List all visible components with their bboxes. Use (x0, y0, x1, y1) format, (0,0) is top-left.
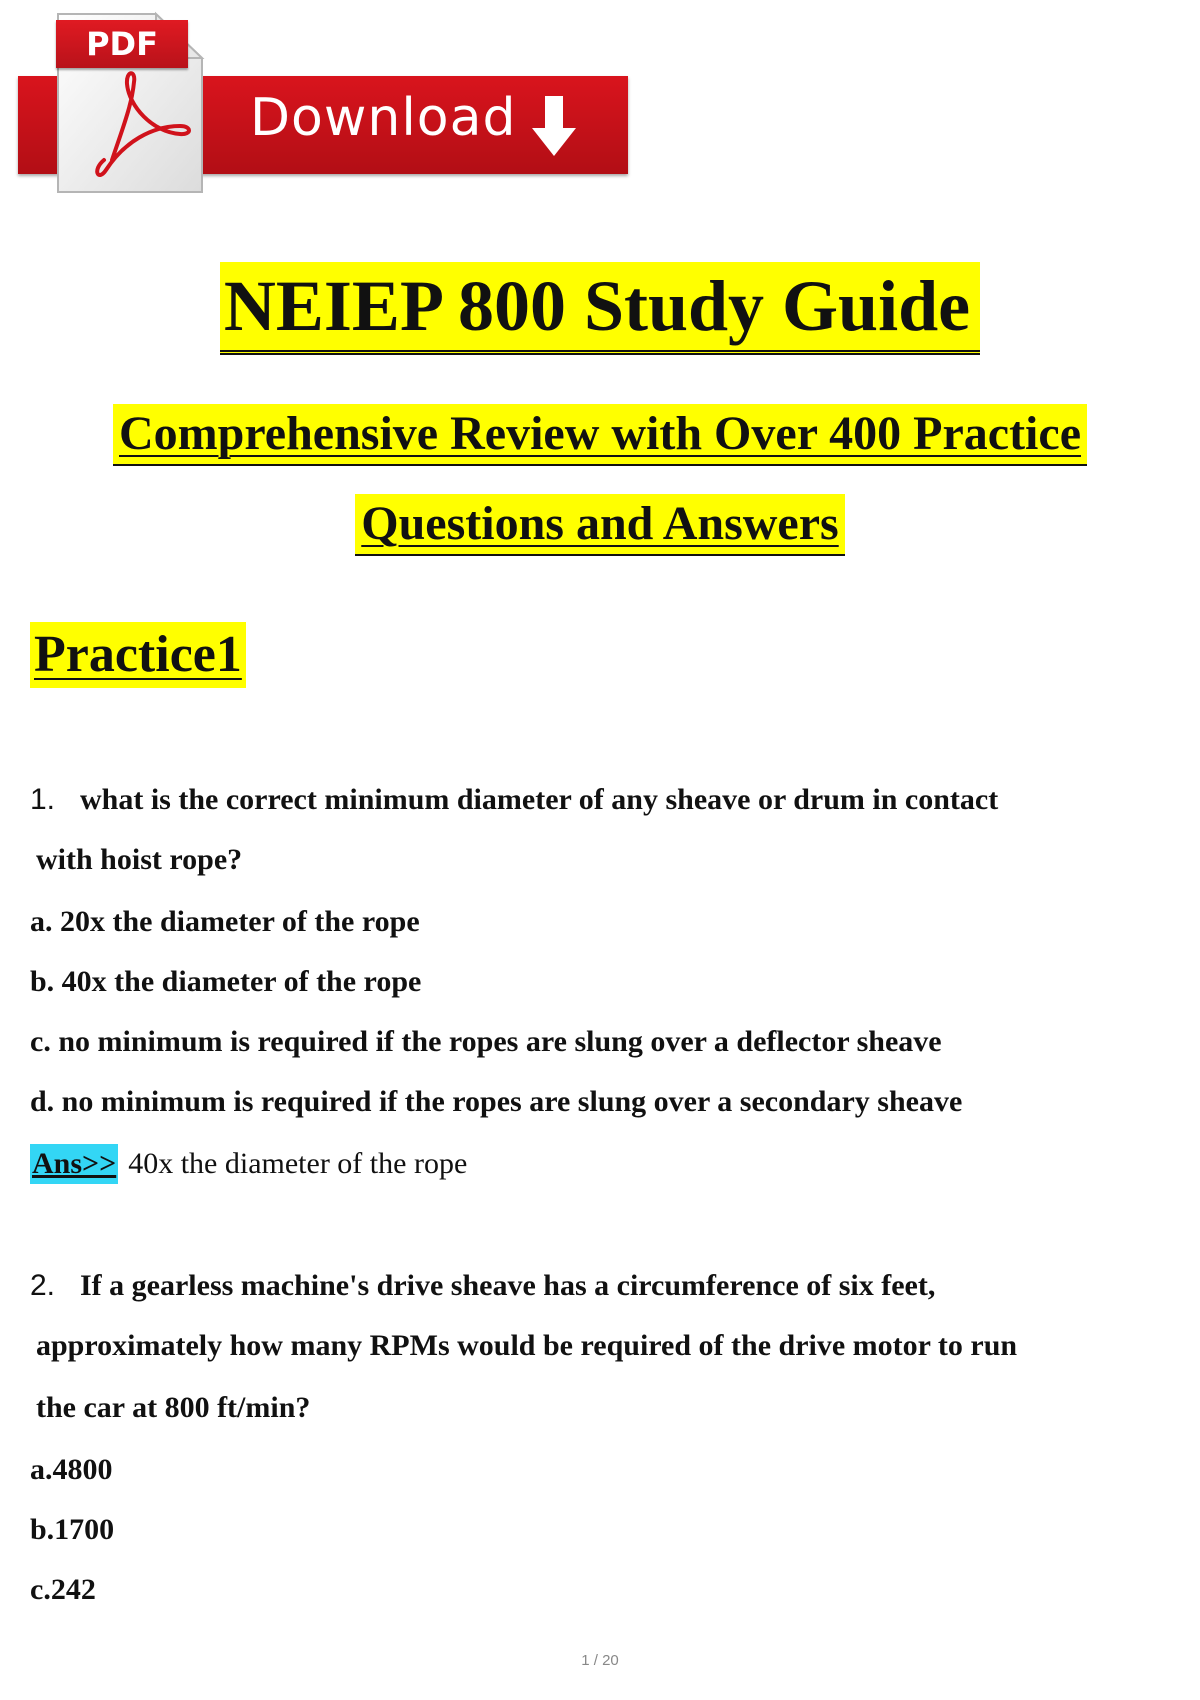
question-1-option-c: c. no minimum is required if the ropes are slung over a deflector sheave (30, 1025, 942, 1058)
question-2-line-3: the car at 800 ft/min? (36, 1391, 311, 1424)
page-title (0, 262, 1200, 355)
section-heading (30, 622, 246, 688)
pdf-document-icon (52, 10, 212, 196)
subtitle-text-1: Comprehensive Review with Over 400 Practice (113, 404, 1087, 466)
answer-text: 40x the diameter of the rope (128, 1147, 468, 1180)
question-1-line-2: with hoist rope? (36, 843, 243, 876)
question-1-answer (30, 1144, 1170, 1184)
question-1-line-1 (30, 780, 1170, 820)
answer-label: Ans>> (30, 1144, 118, 1184)
question-text: what is the correct minimum diameter of any sheave or drum in contact (80, 783, 999, 816)
subtitle-line-2 (0, 494, 1200, 556)
download-arrow-icon (528, 94, 580, 160)
question-1-option-d: d. no minimum is required if the ropes are slung over a secondary sheave (30, 1085, 963, 1118)
download-banner[interactable] (18, 8, 628, 188)
question-2-line-1 (30, 1266, 1170, 1306)
question-text: If a gearless machine's drive sheave has a circumference of six feet, (80, 1269, 936, 1302)
pdf-label: PDF (56, 20, 188, 68)
question-1-option-a: a. 20x the diameter of the rope (30, 905, 420, 938)
title-text: NEIEP 800 Study Guide (220, 262, 980, 355)
question-1-option-b: b. 40x the diameter of the rope (30, 965, 422, 998)
subtitle-line-1 (0, 404, 1200, 466)
download-label[interactable]: Download (250, 88, 517, 148)
question-2-option-c: c.242 (30, 1573, 96, 1606)
question-2-option-a: a.4800 (30, 1453, 113, 1486)
question-number: 1. (30, 783, 56, 816)
subtitle-text-2: Questions and Answers (355, 494, 844, 556)
question-2-option-b: b.1700 (30, 1513, 115, 1546)
section-heading-text: Practice1 (30, 622, 246, 688)
question-2-line-2: approximately how many RPMs would be required of the drive motor to run (36, 1329, 1018, 1362)
question-number: 2. (30, 1269, 56, 1302)
page-number: 1 / 20 (581, 1652, 619, 1669)
